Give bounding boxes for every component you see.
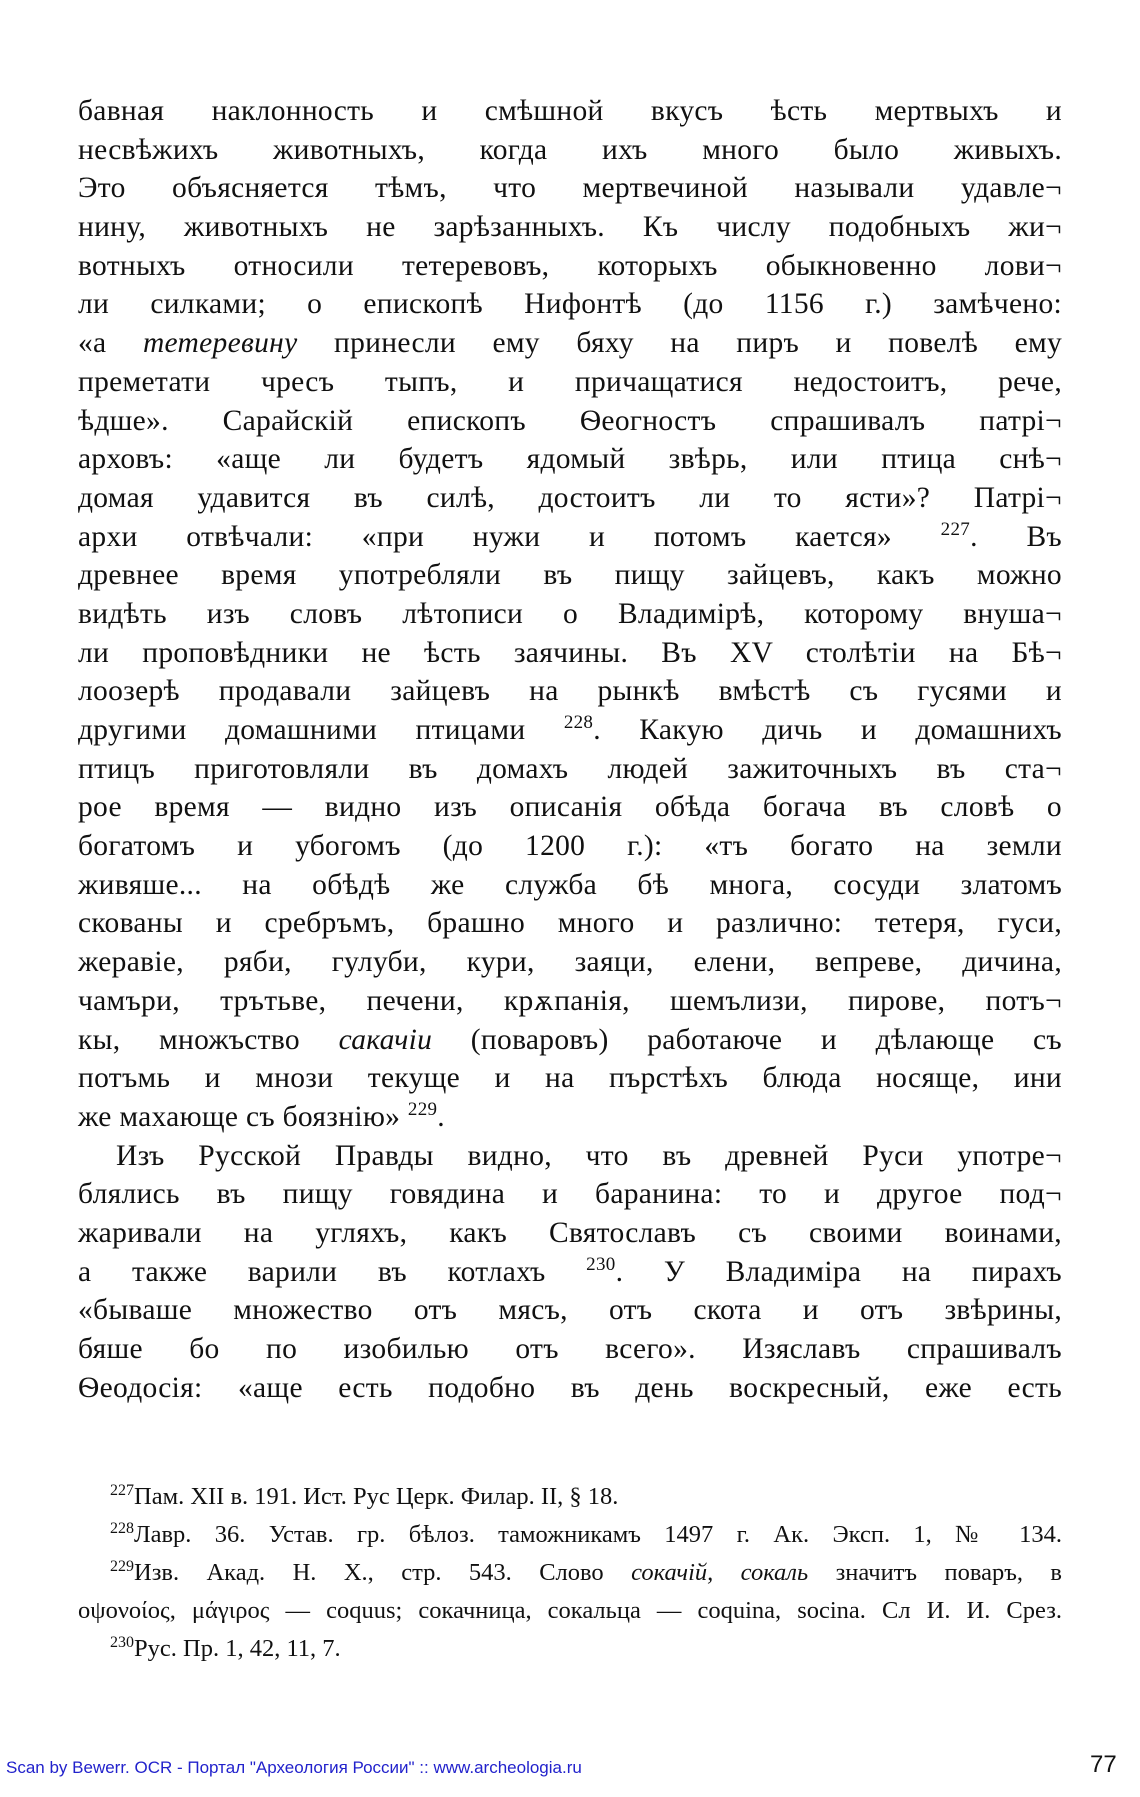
text-line — [78, 402, 1062, 441]
text-line — [78, 518, 1062, 557]
text-line-segment: Изъ Русской Правды видно, что въ древней Руси употре¬ — [116, 1139, 1062, 1172]
text-line — [78, 1369, 1062, 1408]
text-line-segment: домая удавится въ силѣ, достоитъ ли то ясти»? Патрі¬ — [78, 481, 1062, 514]
text-line-segment: Ѳеодосія: «аще есть подобно въ день воскресный, еже есть — [78, 1371, 1062, 1404]
text-line — [78, 131, 1062, 170]
text-line-segment: живяше... на обѣдѣ же служба бѣ многа, сосуди златомъ — [78, 868, 1062, 901]
text-line-segment: ѣдше». Сарайскій епископъ Ѳеогностъ спрашивалъ патрі¬ — [78, 404, 1062, 437]
text-line-segment: арховъ: «аще ли будетъ ядомый звѣрь, или птица снѣ¬ — [78, 443, 1062, 476]
footnote-reference: 230 — [586, 1253, 616, 1275]
text-line-segment: (поваровъ) работаюче и дѣлающе съ — [432, 1023, 1062, 1056]
text-line — [78, 904, 1062, 943]
text-line-segment: птицъ приготовляли въ домахъ людей зажиточныхъ въ ста¬ — [78, 752, 1062, 785]
footnote-text: Рус. Пр. 1, 42, 11, 7. — [134, 1635, 341, 1662]
text-line — [78, 672, 1062, 711]
footnote-text: Лавр. 36. Устав. гр. бѣлоз. таможникамъ 1497 г. Ак. Эксп. 1, № 134. — [134, 1521, 1062, 1548]
text-line — [78, 1021, 1062, 1060]
text-line — [78, 363, 1062, 402]
footnote-number: 228 — [110, 1519, 134, 1537]
text-line — [78, 1330, 1062, 1369]
text-line-segment: блялись въ пищу говядина и баранина: то и другое под¬ — [78, 1178, 1062, 1211]
text-line-segment: архи отвѣчали: «при нужи и потомъ кается» — [78, 520, 941, 553]
text-line-segment: другими домашними птицами — [78, 714, 564, 746]
text-line — [78, 750, 1062, 789]
footnote — [78, 1478, 1062, 1516]
text-line-segment: «бываше множество отъ мясъ, отъ скота и отъ звѣрины, — [78, 1294, 1062, 1327]
text-line — [78, 1098, 1062, 1137]
text-line-segment: потъмь и мнози текуще и на пърстѣхъ блюда носяще, ини — [78, 1062, 1062, 1095]
text-line-segment: . У Владиміра на пирахъ — [615, 1255, 1062, 1288]
text-line — [78, 788, 1062, 827]
text-line-segment: чамъри, трътьве, печени, крѫпанія, шемълизи, пирове, потъ¬ — [78, 984, 1062, 1017]
text-line — [78, 285, 1062, 324]
text-line — [78, 479, 1062, 518]
text-line-segment: богатомъ и убогомъ (до 1200 г.): «тъ богато на земли — [78, 830, 1062, 863]
text-line-segment: жаривали на угляхъ, какъ Святославъ съ своими воинами, — [78, 1216, 1062, 1249]
footnote — [78, 1630, 1062, 1668]
text-line-segment: нину, животныхъ не зарѣзанныхъ. Къ числу подобныхъ жи¬ — [78, 211, 1062, 244]
text-line-segment: . — [437, 1100, 445, 1133]
text-line — [78, 943, 1062, 982]
text-line-segment: бяше бо по изобилью отъ всего». Изяславъ спрашивалъ — [78, 1333, 1062, 1365]
italic-term: тетеревину — [142, 327, 298, 360]
footnote — [78, 1516, 1062, 1554]
footnote-reference: 228 — [563, 712, 594, 734]
text-line — [78, 1214, 1062, 1253]
text-line-segment: жеравіе, ряби, гулуби, кури, заяци, елени, вепреве, дичина, — [78, 946, 1062, 979]
text-line-segment: несвѣжихъ животныхъ, когда ихъ много было живыхъ. — [78, 133, 1062, 166]
text-line-segment: лоозерѣ продавали зайцевъ на рынкѣ вмѣстѣ съ гусями и — [78, 675, 1062, 708]
text-line — [78, 440, 1062, 479]
footnotes — [78, 1478, 1062, 1668]
footnote-number: 229 — [110, 1557, 134, 1575]
text-line-segment: древнее время употребляли въ пищу зайцевъ, какъ можно — [78, 559, 1062, 592]
footnote-number: 227 — [110, 1481, 134, 1499]
text-line — [78, 1137, 1062, 1176]
text-line-segment: вотныхъ относили тетеревовъ, которыхъ обыкновенно лови¬ — [78, 249, 1062, 282]
text-line-segment: бавная наклонность и смѣшной вкусъ ѣсть мертвыхъ и — [78, 95, 1062, 127]
text-line — [78, 208, 1062, 247]
footnote-text: οψονοίος, μάγιρος — coquus; сокачница, сокальца — coquina, socina. Сл И. И. Срез. — [78, 1597, 1062, 1624]
text-line — [78, 595, 1062, 634]
text-line — [78, 866, 1062, 905]
text-line-segment: видѣть изъ словъ лѣтописи о Владимірѣ, которому внуша¬ — [78, 597, 1062, 630]
text-line — [78, 711, 1062, 750]
italic-term: сокачій, сокаль — [631, 1559, 809, 1586]
text-line-segment: же махающе съ боязнію» — [78, 1100, 408, 1133]
text-line — [78, 982, 1062, 1021]
footnote — [78, 1592, 1062, 1630]
footnote-reference: 227 — [940, 518, 971, 540]
text-line — [78, 92, 1062, 131]
scan-credit: Scan by Bewerr. OCR - Портал "Археология России" :: www.archeologia.ru — [6, 1758, 582, 1777]
footnote-number: 230 — [110, 1633, 134, 1651]
footnote-text: Пам. XII в. 191. Ист. Рус Церк. Филар. II, § 18. — [134, 1483, 619, 1510]
footnote-reference: 229 — [407, 1099, 438, 1121]
italic-term: сакачіи — [338, 1023, 433, 1056]
text-line-segment: кы, множъство — [78, 1023, 339, 1056]
text-line — [78, 324, 1062, 363]
footnote-text: Изв. Акад. Н. Х., стр. 543. Слово — [134, 1559, 632, 1586]
text-line-segment: принесли ему бяху на пиръ и повелѣ ему — [297, 327, 1062, 360]
text-line-segment: скованы и сребръмъ, брашно много и различно: тетеря, гуси, — [78, 907, 1062, 940]
main-text — [78, 92, 1062, 1407]
text-line-segment: ли проповѣдники не ѣсть заячины. Въ XV столѣтіи на Бѣ¬ — [78, 636, 1062, 669]
footnote-text: значитъ поваръ, в — [808, 1559, 1062, 1586]
footnote — [78, 1554, 1062, 1592]
page-number: 77 — [1090, 1751, 1117, 1778]
text-line-segment: преметати чресъ тыпъ, и причащатися недостоитъ, рече, — [78, 365, 1062, 398]
text-line — [78, 169, 1062, 208]
text-line — [78, 556, 1062, 595]
text-line — [78, 1059, 1062, 1098]
text-line — [78, 634, 1062, 673]
text-line-segment: . Въ — [970, 520, 1062, 553]
text-line-segment: рое время — видно изъ описанія обѣда богача въ словѣ о — [78, 791, 1062, 824]
text-line-segment: ли силками; о епископѣ Нифонтѣ (до 1156 г.) замѣчено: — [78, 288, 1062, 321]
text-line — [78, 827, 1062, 866]
text-line-segment: «а — [78, 327, 143, 360]
text-line — [78, 247, 1062, 286]
text-line-segment: а также варили въ котлахъ — [78, 1255, 587, 1288]
text-line — [78, 1175, 1062, 1214]
text-line — [78, 1291, 1062, 1330]
text-line — [78, 1253, 1062, 1292]
text-line-segment: . Какую дичь и домашнихъ — [593, 714, 1062, 746]
text-line-segment: Это объясняется тѣмъ, что мертвечиной называли удавле¬ — [78, 172, 1062, 205]
